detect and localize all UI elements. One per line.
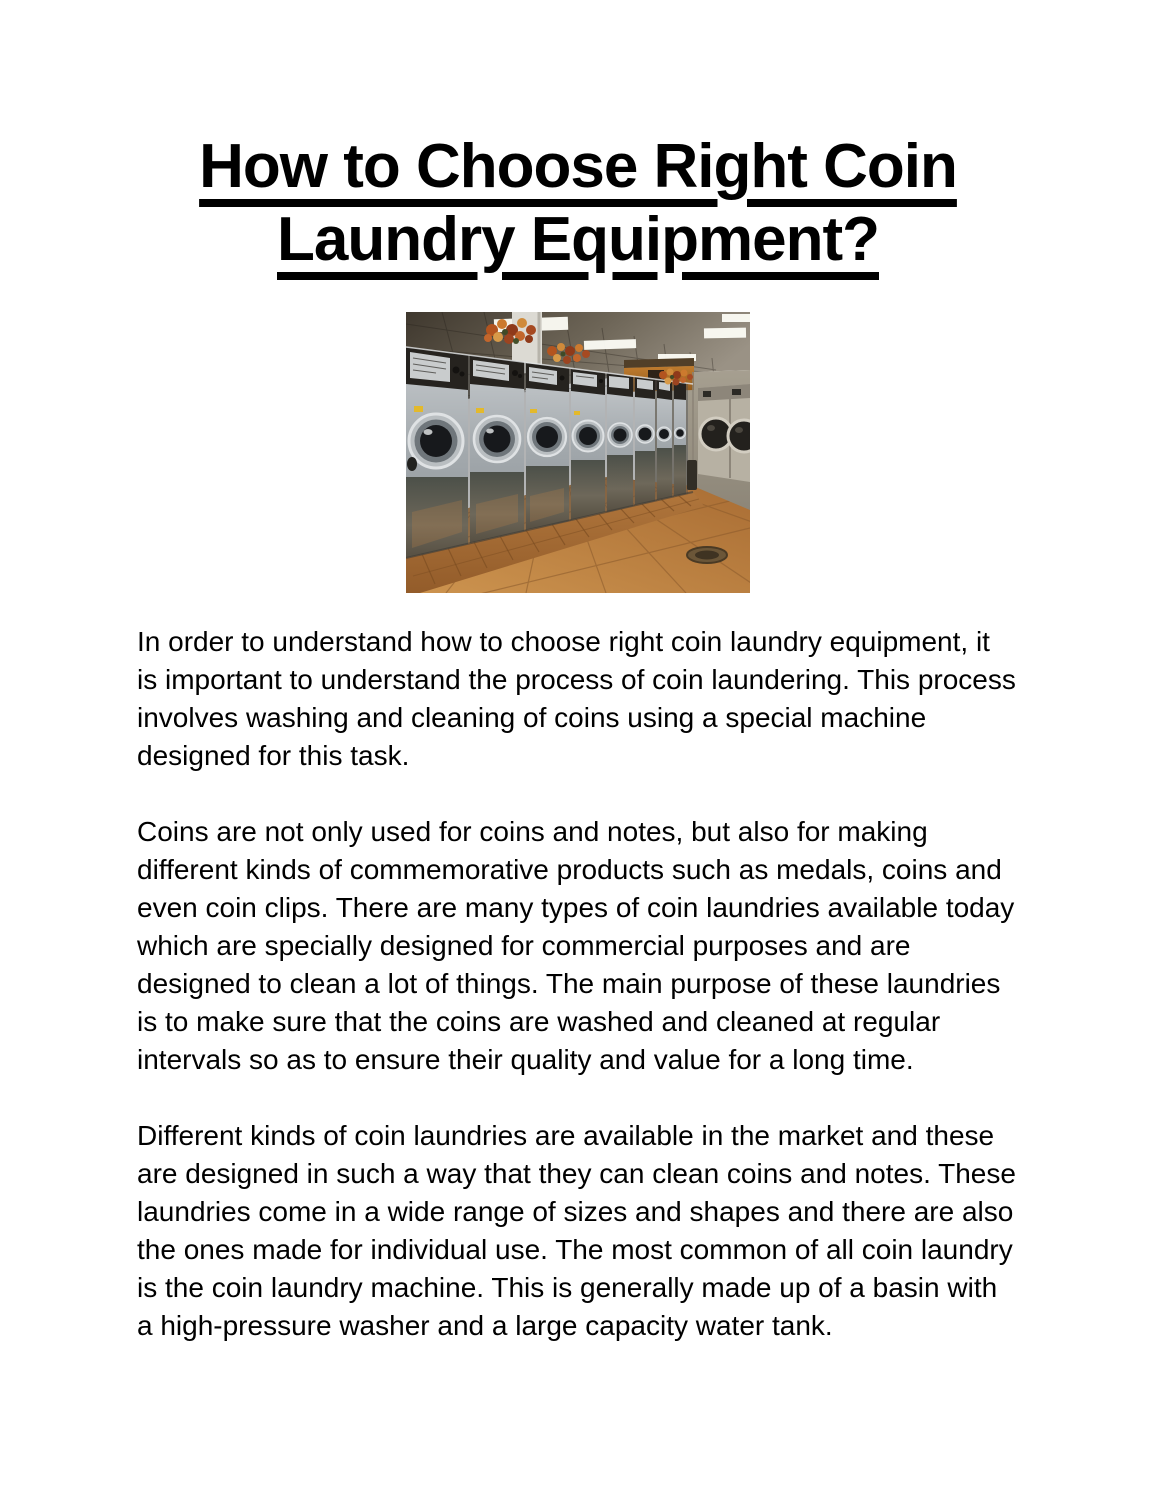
article-body (0, 623, 1156, 1345)
trash-bin (687, 460, 697, 490)
paragraph-1: In order to understand how to choose right coin laundry equipment, it is important to understand the process of coin laundering. This process involves washing and cleaning of coins using a special machine designed for this task. (137, 626, 1016, 772)
paragraph-2: Coins are not only used for coins and notes, but also for making different kinds of commemorative products such as medals, coins and even coin clips. There are many types of coin laundries available today which are specially designed for commercial purposes and are designed to clean a lot of things. The main purpose of these laundries is to make sure that the coins are washed and cleaned at regular intervals so as to ensure their quality and value for a long time. (137, 816, 1015, 1076)
paragraph-3: Different kinds of coin laundries are available in the market and these are designed in such a way that they can clean coins and notes. These laundries come in a wide range of sizes and shapes and there are also the ones made for individual use. The most common of all coin laundry is the coin laundry machine. This is generally made up of a basin with a high-pressure washer and a large capacity water tank. (137, 1120, 1016, 1342)
hero-image (406, 312, 750, 593)
floor-drain (687, 547, 727, 563)
door-handle (407, 457, 417, 471)
page-title: How to Choose Right Coin Laundry Equipment? (199, 132, 957, 275)
dryer-door (728, 420, 750, 452)
laundromat-photo-illustration (406, 312, 750, 593)
